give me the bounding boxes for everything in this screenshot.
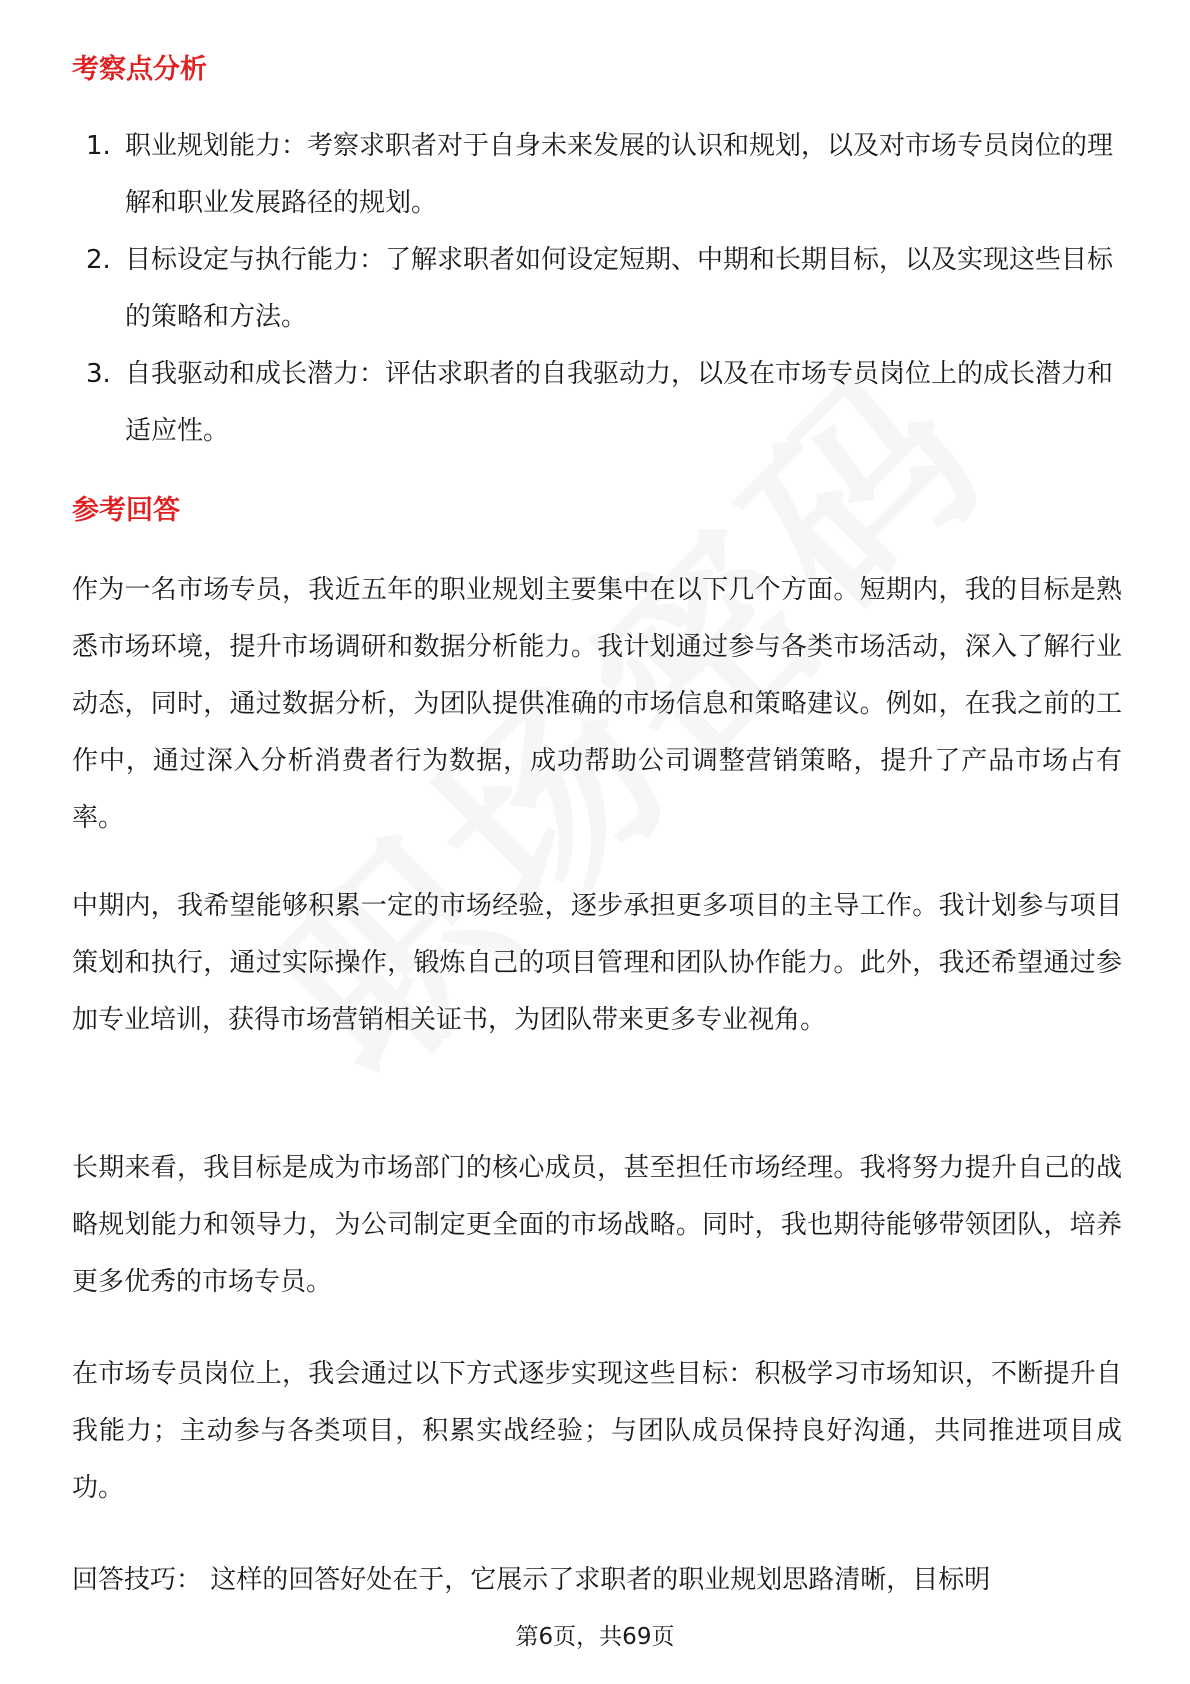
answer-paragraph: 在市场专员岗位上，我会通过以下方式逐步实现这些目标：积极学习市场知识，不断提升自我能力；主动参与各类项目，积累实战经验；与团队成员保持良好沟通，共同推进项目成功。 [72, 1359, 1122, 1503]
answer-tips-paragraph: 回答技巧： 这样的回答好处在于，它展示了求职者的职业规划思路清晰，目标明 [72, 1565, 991, 1595]
answer-paragraph: 中期内，我希望能够积累一定的市场经验，逐步承担更多项目的主导工作。我计划参与项目策划和执行，通过实际操作，锻炼自己的项目管理和团队协作能力。此外，我还希望通过参加专业培训，获得市场营销相关证书，为团队带来更多专业视角。 [72, 891, 1122, 1035]
list-item-text: 自我驱动和成长潜力：评估求职者的自我驱动力，以及在市场专员岗位上的成长潜力和适应性。 [125, 359, 1114, 446]
list-item [0, 232, 1190, 346]
section-title-analysis: 考察点分析 [72, 54, 207, 85]
list-item-text: 目标设定与执行能力：了解求职者如何设定短期、中期和长期目标，以及实现这些目标的策略和方法。 [125, 245, 1114, 332]
answer-paragraph: 长期来看，我目标是成为市场部门的核心成员，甚至担任市场经理。我将努力提升自己的战略规划能力和领导力，为公司制定更全面的市场战略。同时，我也期待能够带领团队，培养更多优秀的市场专员。 [72, 1153, 1122, 1297]
list-item-text: 职业规划能力：考察求职者对于自身未来发展的认识和规划，以及对市场专员岗位的理解和职业发展路径的规划。 [125, 131, 1114, 218]
page-number-footer: 第6页，共69页 [515, 1624, 675, 1650]
list-item [0, 346, 1190, 460]
analysis-list [0, 118, 1190, 460]
answer-paragraph: 作为一名市场专员，我近五年的职业规划主要集中在以下几个方面。短期内，我的目标是熟悉市场环境，提升市场调研和数据分析能力。我计划通过参与各类市场活动，深入了解行业动态，同时，通过数据分析，为团队提供准确的市场信息和策略建议。例如，在我之前的工作中，通过深入分析消费者行为数据，成功帮助公司调整营销策略，提升了产品市场占有率。 [72, 575, 1122, 833]
list-item-number: 1. [86, 131, 111, 161]
list-item [0, 118, 1190, 232]
list-item-number: 2. [86, 245, 111, 275]
section-title-answer: 参考回答 [72, 495, 180, 526]
list-item-number: 3. [86, 359, 111, 389]
